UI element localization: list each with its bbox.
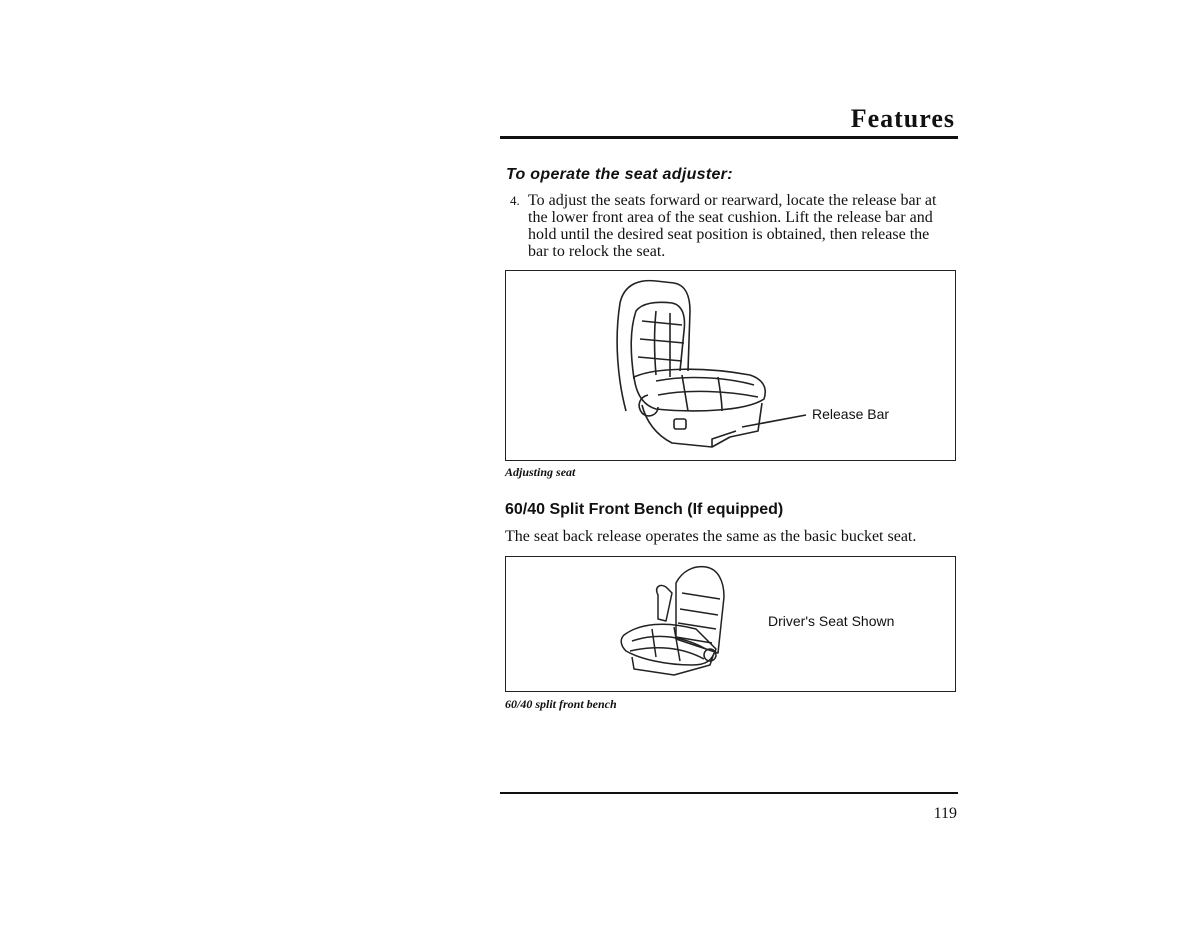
split-bench-figure (505, 556, 956, 692)
instruction-step (510, 192, 950, 260)
bucket-seat-illustration (506, 271, 957, 462)
section-heading: To operate the seat adjuster: (506, 166, 733, 183)
figure-caption: Adjusting seat (505, 465, 576, 479)
adjusting-seat-figure (505, 270, 956, 461)
figure-caption-split-bench: 60/40 split front bench (505, 697, 617, 711)
page-header-title: Features (850, 104, 955, 133)
section-heading-split-bench: 60/40 Split Front Bench (If equipped) (505, 501, 784, 518)
step-number: 4. (510, 193, 520, 208)
release-bar-label: Release Bar (812, 406, 890, 422)
header-rule (500, 136, 958, 139)
section-body: The seat back release operates the same as the basic bucket seat. (505, 528, 917, 545)
step-text: To adjust the seats forward or rearward, locate the release bar at the lower front area of the seat cushion. Lift the release bar and hold until the desired seat position is obtained, then release the bar to relock the seat. (528, 192, 937, 260)
drivers-seat-label: Driver's Seat Shown (768, 613, 895, 629)
footer-rule (500, 792, 958, 794)
page-number: 119 (933, 805, 957, 822)
